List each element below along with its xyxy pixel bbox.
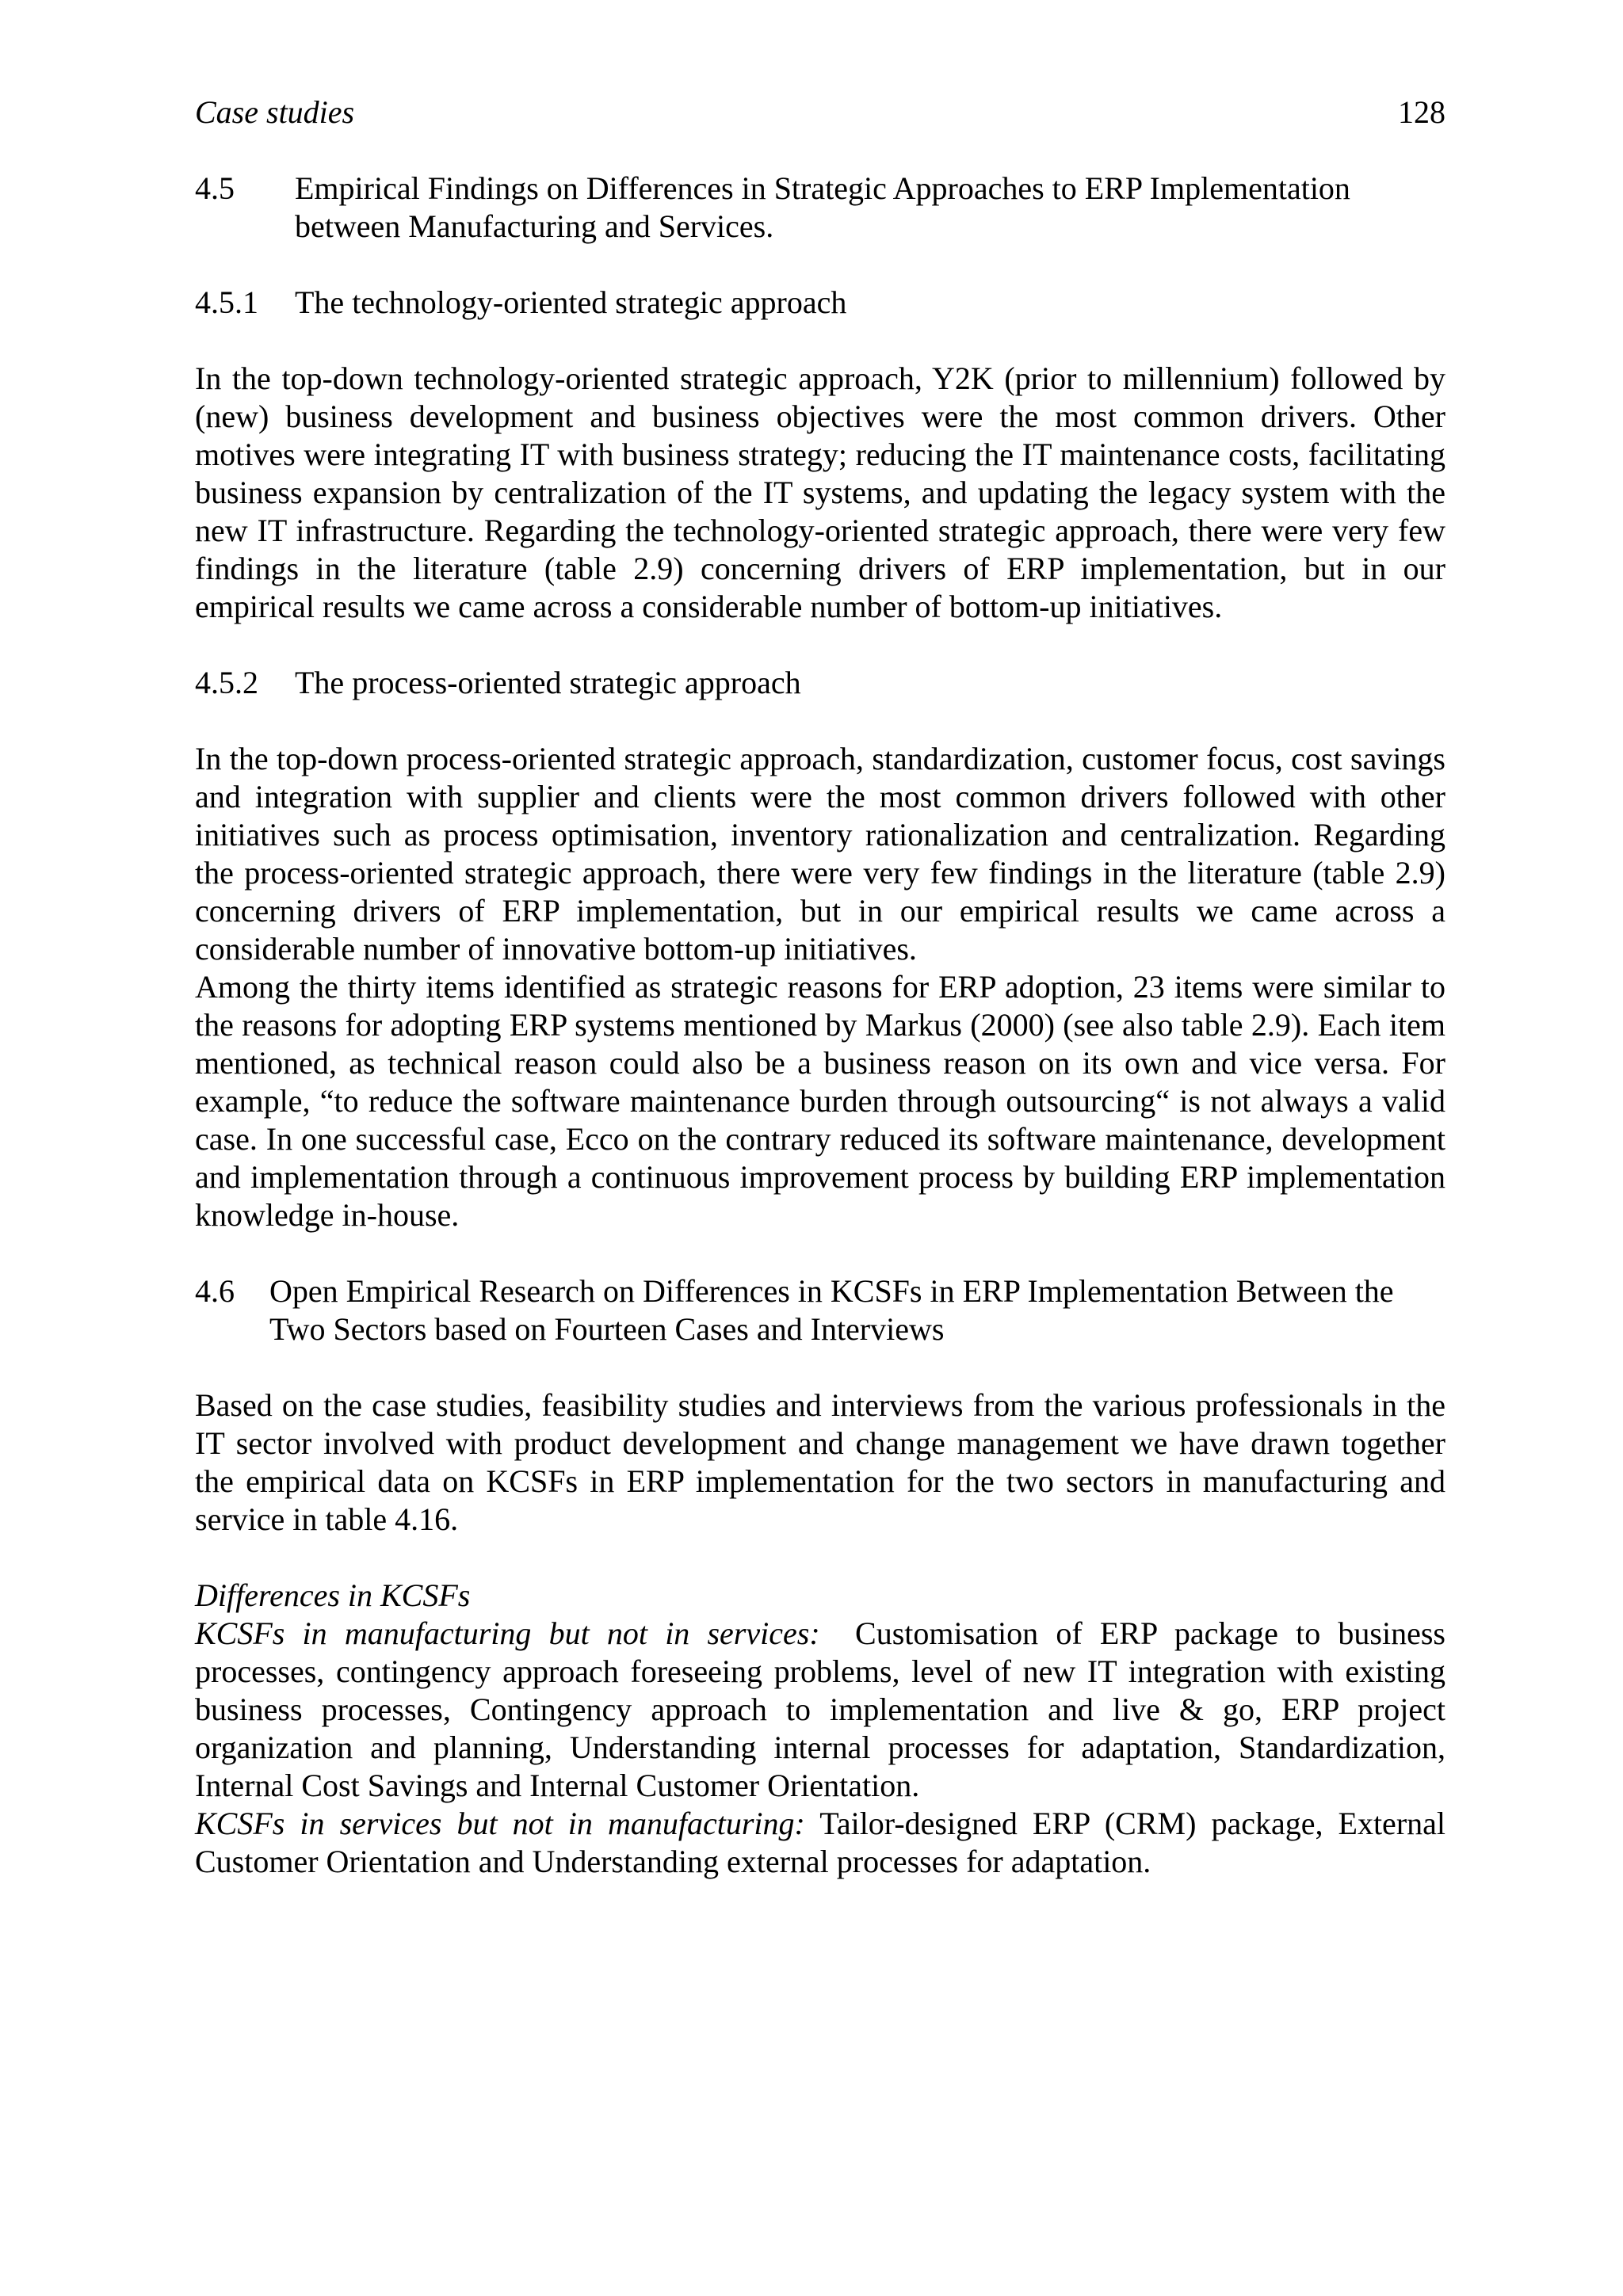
paragraph-technology-approach: In the top-down technology-oriented strategic approach, Y2K (prior to millennium) followed by (new) business development and business objectives were the most common drivers. Other motives were integrating IT with business strategy; reducing the IT maintenance costs, facilitating business expansion by centralization of the IT systems, and updating the legacy system with the new IT infrastructure. Regarding the technology-oriented strategic approach, there were very few findings in the literature (table 2.9) concerning drivers of ERP implementation, but in our empirical results we came across a considerable number of bottom-up initiatives. [195, 360, 1445, 624]
section-title: The technology-oriented strategic approach [295, 284, 847, 320]
section-title: Open Empirical Research on Differences in KCSFs in ERP Implementation Between the Two Sectors based on Fourteen Cases and Interviews [269, 1273, 1394, 1347]
paragraph-kcsf-data: Based on the case studies, feasibility studies and interviews from the various professionals in the IT sector involved with product development and change management we have drawn together the empirical data on KCSFs in ERP implementation for the two sectors in manufacturing and service in table 4.16. [195, 1387, 1445, 1537]
kcsf-services-text: Tailor-designed ERP (CRM) package, External Customer Orientation and Understanding external processes for adaptation. [195, 1806, 1446, 1879]
section-heading-4-5-2 [195, 664, 1445, 702]
document-page [195, 93, 1445, 1881]
paragraph-kcsf-services [195, 1805, 1445, 1881]
kcsf-services-label: KCSFs in services but not in manufacturing: [195, 1806, 805, 1841]
paragraph-process-approach: In the top-down process-oriented strategic approach, standardization, customer focus, cost savings and integration with supplier and clients were the most common drivers followed with other initiatives such as process optimisation, inventory rationalization and centralization. Regarding the process-oriented strategic approach, there were very few findings in the literature (table 2.9) concerning drivers of ERP implementation, but in our empirical results we came across a considerable number of innovative bottom-up initiatives. [195, 741, 1445, 967]
section-number: 4.5.2 [195, 665, 258, 700]
section-number: 4.5.1 [195, 284, 258, 320]
kcsf-manufacturing-text: Customisation of ERP package to business processes, contingency approach foreseeing problems, level of new IT integration with existing business processes, Contingency approach to implementation and live & go, ERP project organization and planning, Understanding internal processes for adaptation, Standardization, Internal Cost Savings and Internal Customer Orientation. [195, 1615, 1445, 1803]
running-header-title: Case studies [195, 94, 355, 130]
section-heading-4-5-1 [195, 284, 1445, 322]
section-title: Empirical Findings on Differences in Strategic Approaches to ERP Implementation between Manufacturing and Services. [295, 170, 1350, 244]
section-heading-4-5 [195, 170, 1445, 246]
page-number: 128 [1398, 94, 1445, 130]
section-number: 4.5 [195, 170, 235, 206]
section-title: The process-oriented strategic approach [295, 665, 801, 700]
kcsf-manufacturing-label: KCSFs in manufacturing but not in services: [195, 1615, 820, 1651]
paragraph-strategic-reasons: Among the thirty items identified as strategic reasons for ERP adoption, 23 items were similar to the reasons for adopting ERP systems mentioned by Markus (2000) (see also table 2.9). Each item mentioned, as technical reason could also be a business reason on its own and vice versa. For example, “to reduce the software maintenance burden through outsourcing“ is not always a valid case. In one successful case, Ecco on the contrary reduced its software maintenance, development and implementation through a continuous improvement process by building ERP implementation knowledge in-house. [195, 969, 1445, 1233]
running-header [195, 93, 1445, 132]
section-number: 4.6 [195, 1273, 235, 1309]
section-heading-4-6 [195, 1272, 1445, 1348]
paragraph-kcsf-manufacturing [195, 1615, 1445, 1805]
subheading-differences: Differences in KCSFs [195, 1577, 471, 1613]
